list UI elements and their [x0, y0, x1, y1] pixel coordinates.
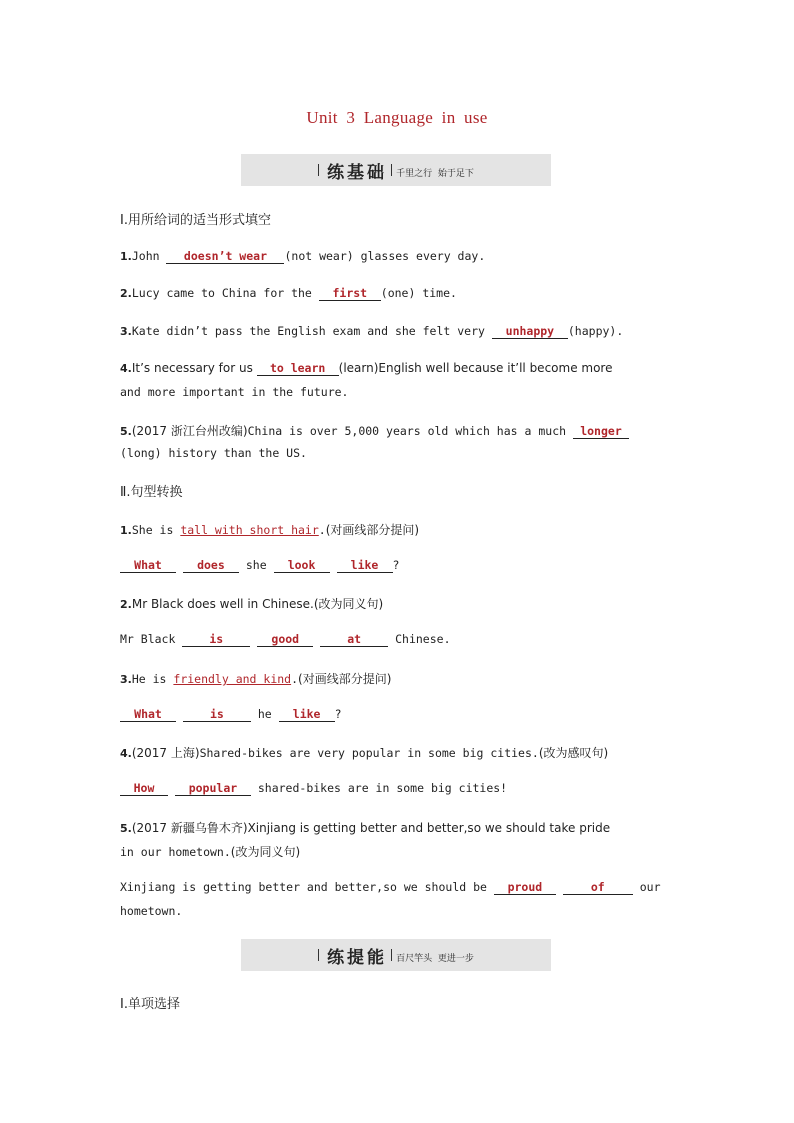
- question-5-cont: (long) history than the US.: [120, 446, 307, 460]
- divider: [318, 164, 319, 176]
- question-number: 3.: [120, 673, 132, 686]
- divider: [391, 949, 392, 961]
- question-text: Lucy came to China for the: [131, 286, 319, 300]
- answer-line: [120, 558, 674, 573]
- divider: [391, 164, 392, 176]
- question-number: 2.: [120, 287, 132, 300]
- answer-text: Chinese.: [388, 632, 451, 646]
- question-4: [120, 744, 674, 761]
- answer-blank[interactable]: is: [183, 707, 251, 722]
- answer-text: ?: [392, 558, 400, 572]
- answer-blank[interactable]: How: [120, 781, 168, 796]
- answer-blank[interactable]: look: [274, 558, 330, 573]
- question-2: [120, 286, 674, 301]
- question-number: 1.: [120, 524, 132, 537]
- answer-text: he: [250, 707, 279, 721]
- banner-main-text: 练基础: [327, 162, 388, 183]
- question-number: 5.: [120, 822, 132, 835]
- question-text: .: [318, 523, 326, 537]
- answer-blank[interactable]: popular: [175, 781, 251, 796]
- question-4-cont: and more important in the future.: [120, 385, 349, 399]
- answer-blank[interactable]: proud: [494, 880, 556, 895]
- question-text: Kate didn’t pass the English exam and she felt very: [131, 324, 492, 338]
- answer-text: our: [632, 880, 661, 894]
- answer-blank[interactable]: first: [319, 286, 381, 301]
- instruction: (对画线部分提问): [298, 672, 392, 686]
- instruction: (改为同义句): [230, 845, 301, 859]
- question-source: (2017 新疆乌鲁木齐): [131, 821, 248, 835]
- question-number: 1.: [120, 250, 132, 263]
- answer-blank[interactable]: What: [120, 558, 176, 573]
- question-5-cont: [120, 843, 674, 860]
- question-text: China is over 5,000 years old which has a much: [247, 424, 573, 438]
- answer-text: Mr Black: [120, 632, 183, 646]
- answer-blank[interactable]: longer: [573, 424, 629, 439]
- question-number: 3.: [120, 325, 132, 338]
- question-5: [120, 819, 674, 836]
- section-heading: Ⅰ.单项选择: [120, 997, 180, 1012]
- answer-text: shared-bikes are in some big cities!: [250, 781, 508, 795]
- answer-blank[interactable]: like: [337, 558, 393, 573]
- question-text: He is: [131, 672, 174, 686]
- question-1: [120, 521, 674, 538]
- answer-blank[interactable]: like: [279, 707, 335, 722]
- question-text: in our hometown.: [120, 845, 231, 859]
- question-text: It’s necessary for us: [131, 361, 257, 375]
- banner-sub-text: 千里之行 始于足下: [396, 168, 474, 179]
- answer-blank[interactable]: is: [182, 632, 250, 647]
- answer-blank[interactable]: does: [183, 558, 239, 573]
- answer-line: [120, 880, 674, 895]
- question-1: [120, 249, 674, 264]
- question-text: (not wear) glasses every day.: [284, 249, 486, 263]
- underlined-phrase: tall with short hair: [180, 523, 319, 537]
- answer-line: [120, 707, 674, 722]
- divider: [318, 949, 319, 961]
- instruction: (改为同义句): [313, 597, 384, 611]
- page-title: Unit 3 Language in use: [306, 108, 488, 127]
- answer-line: [120, 632, 674, 647]
- question-5: [120, 422, 674, 439]
- question-number: 4.: [120, 362, 132, 375]
- answer-blank[interactable]: unhappy: [492, 324, 568, 339]
- answer-text: Xinjiang is getting better and better,so we should be: [120, 880, 494, 894]
- question-3: [120, 324, 674, 339]
- answer-text: she: [238, 558, 274, 572]
- answer-line: [120, 781, 674, 796]
- section-banner-basics: [241, 154, 551, 186]
- answer-blank[interactable]: What: [120, 707, 176, 722]
- question-text: (happy).: [567, 324, 624, 338]
- question-number: 4.: [120, 747, 132, 760]
- instruction: (对画线部分提问): [325, 523, 420, 537]
- answer-blank[interactable]: doesn’t wear: [166, 249, 284, 264]
- question-number: 2.: [120, 598, 132, 611]
- answer-blank[interactable]: to learn: [257, 361, 339, 376]
- question-text: John: [131, 249, 167, 263]
- question-3: [120, 670, 674, 687]
- underlined-phrase: friendly and kind: [173, 672, 292, 686]
- question-text: (learn)English well because it’ll become more: [338, 361, 613, 375]
- banner-sub-text: 百尺竿头 更进一步: [396, 953, 474, 964]
- question-4: [120, 361, 674, 376]
- answer-blank[interactable]: good: [257, 632, 313, 647]
- question-2: [120, 595, 674, 612]
- answer-blank[interactable]: of: [563, 880, 633, 895]
- banner-main-text: 练提能: [327, 947, 388, 968]
- answer-text: ?: [334, 707, 342, 721]
- question-number: 5.: [120, 425, 132, 438]
- question-source: (2017 浙江台州改编): [131, 424, 248, 438]
- question-text: Shared-bikes are very popular in some big cities.: [199, 746, 539, 760]
- section-heading: Ⅰ.用所给词的适当形式填空: [120, 213, 271, 228]
- question-text: Mr Black does well in Chinese.: [131, 597, 314, 611]
- question-text: She is: [131, 523, 181, 537]
- section-heading: Ⅱ.句型转换: [120, 485, 183, 500]
- question-source: (2017 上海): [131, 746, 200, 760]
- answer-line-cont: hometown.: [120, 904, 183, 918]
- instruction: (改为感叹句): [538, 746, 609, 760]
- question-text: (one) time.: [380, 286, 457, 300]
- answer-blank[interactable]: at: [320, 632, 388, 647]
- question-text: Xinjiang is getting better and better,so we should take pride: [247, 821, 611, 835]
- question-text: .: [291, 672, 299, 686]
- section-banner-skills: [241, 939, 551, 971]
